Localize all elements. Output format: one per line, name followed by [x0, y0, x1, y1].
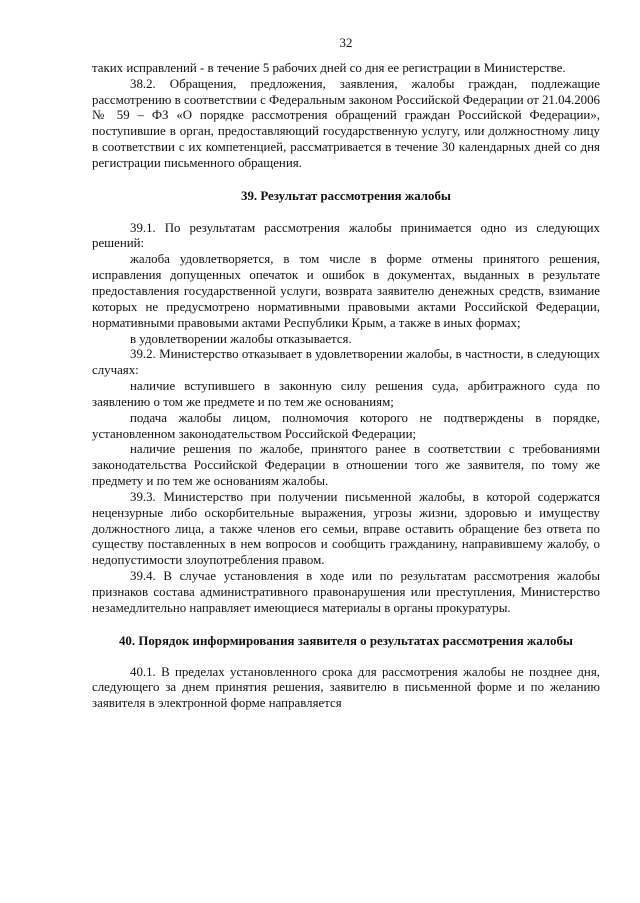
paragraph: жалоба удовлетворяется, в том числе в форме отмены принятого решения, исправления допущенных опечаток и ошибок в документах, выданных в результате предоставления государственной услуги, возврата заявителю денежных средств, взимание которых не предусмотрено нормативными правовыми актами Российской Федерации, нормативными правовыми актами Республики Крым, а также в иных формах;: [92, 252, 600, 330]
page-number: 32: [339, 36, 353, 50]
paragraph: наличие решения по жалобе, принятого ранее в соответствии с требованиями законодательства Российской Федерации в отношении того же заявителя, по тому же предмету и по тем же основаниям жалобы.: [92, 442, 600, 489]
paragraph: 39.3. Министерство при получении письменной жалобы, в которой содержатся нецензурные либо оскорбительные выражения, угрозы жизни, здоровью и имуществу должностного лица, а также членов его семьи, вправе оставить обращение без ответа по существу поставленных в нем вопросов и сообщить гражданину, направившему жалобу, о недопустимости злоупотребления правом.: [92, 489, 600, 568]
section-heading: 39. Результат рассмотрения жалобы: [241, 188, 451, 203]
paragraph: 40.1. В пределах установленного срока для рассмотрения жалобы не позднее дня, следующего за днем принятия решения, заявителю в письменной форме и по желанию заявителя в электронной форме направляется: [92, 664, 600, 711]
paragraph: 39.4. В случае установления в ходе или по результатам рассмотрения жалобы признаков состава административного правонарушения или преступления, Министерство незамедлительно направляет имеющиеся материалы в органы прокуратуры.: [92, 569, 600, 615]
paragraph: 39.1. По результатам рассмотрения жалобы принимается одно из следующих решений:: [92, 220, 600, 251]
section-heading: 40. Порядок информирования заявителя о результатах рассмотрения жалобы: [118, 633, 573, 648]
paragraph: 39.2. Министерство отказывает в удовлетворении жалобы, в частности, в следующих случаях:: [92, 347, 600, 378]
document-page: [92, 36, 600, 712]
document-body: [92, 61, 600, 712]
paragraph: в удовлетворении жалобы отказывается.: [130, 331, 352, 346]
paragraph: наличие вступившего в законную силу решения суда, арбитражного суда по заявлению о том же предмете и по тем же основаниям;: [92, 379, 600, 409]
paragraph: 38.2. Обращения, предложения, заявления, жалобы граждан, подлежащие рассмотрению в соответствии с Федеральным законом Российской Федерации от 21.04.2006 № 59 – ФЗ «О порядке рассмотрения обращений граждан Российской Федерации», поступившие в орган, предоставляющий государственную услугу, или должностному лицу в соответствии с их компетенцией, рассматривается в течение 30 календарных дней со дня регистрации письменного обращения.: [92, 76, 600, 170]
paragraph: подача жалобы лицом, полномочия которого не подтверждены в порядке, установленном законодательством Российской Федерации;: [92, 410, 600, 441]
paragraph: таких исправлений - в течение 5 рабочих дней со дня ее регистрации в Министерстве.: [92, 60, 566, 75]
